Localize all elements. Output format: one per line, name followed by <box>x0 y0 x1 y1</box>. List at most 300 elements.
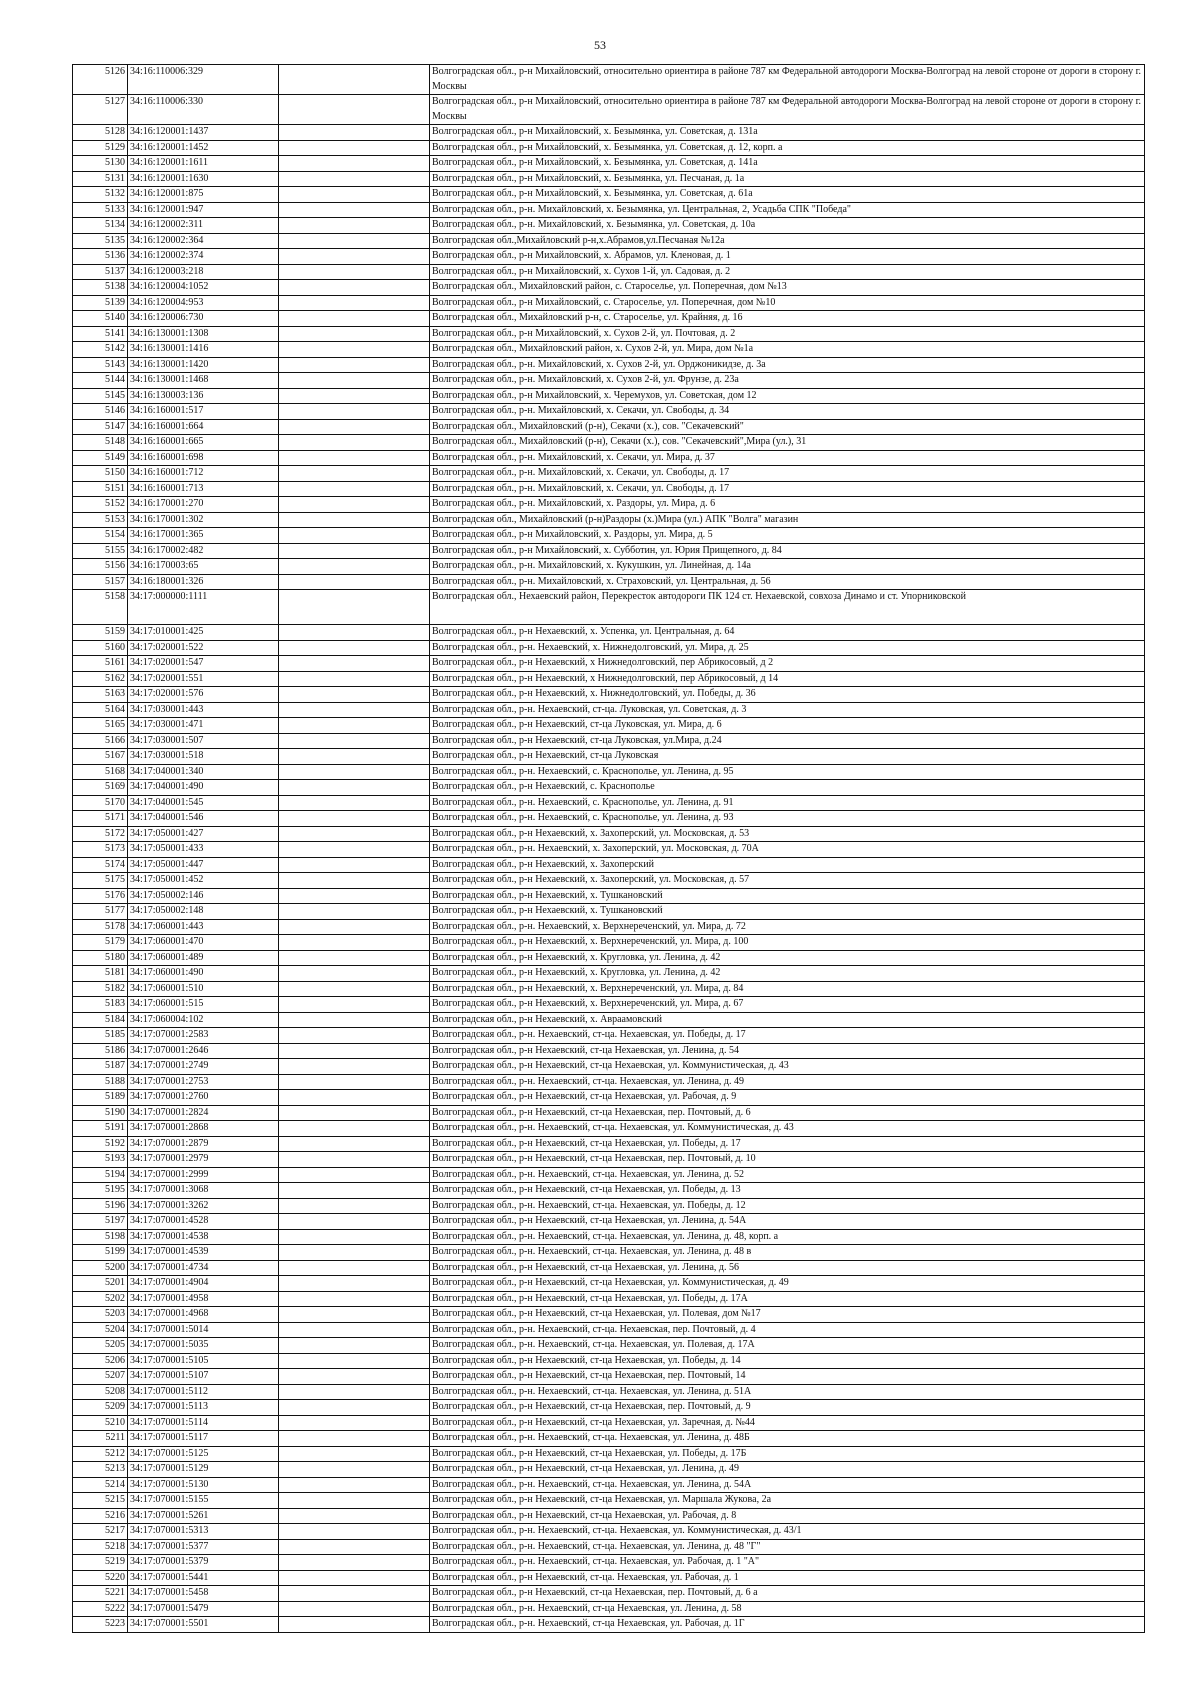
address: Волгоградская обл., Михайловский (р-н), Секачи (х.), сов. "Секачевский" <box>430 419 1145 435</box>
row-number: 5143 <box>73 357 128 373</box>
empty-cell <box>279 1431 430 1447</box>
table-row <box>73 919 1145 935</box>
row-number: 5152 <box>73 497 128 513</box>
table-row <box>73 1524 1145 1540</box>
empty-cell <box>279 1043 430 1059</box>
row-number: 5213 <box>73 1462 128 1478</box>
empty-cell <box>279 311 430 327</box>
row-number: 5190 <box>73 1105 128 1121</box>
row-number: 5128 <box>73 125 128 141</box>
empty-cell <box>279 1415 430 1431</box>
cadastral-number: 34:17:070001:5377 <box>128 1539 279 1555</box>
address: Волгоградская обл., р-н. Нехаевский, ст-ца. Нехаевская, ул. Ленина, д. 51А <box>430 1384 1145 1400</box>
empty-cell <box>279 1384 430 1400</box>
table-row <box>73 295 1145 311</box>
row-number: 5160 <box>73 640 128 656</box>
empty-cell <box>279 1276 430 1292</box>
empty-cell <box>279 1462 430 1478</box>
empty-cell <box>279 466 430 482</box>
row-number: 5179 <box>73 935 128 951</box>
row-number: 5178 <box>73 919 128 935</box>
row-number: 5171 <box>73 811 128 827</box>
cadastral-number: 34:17:050001:452 <box>128 873 279 889</box>
empty-cell <box>279 404 430 420</box>
empty-cell <box>279 656 430 672</box>
empty-cell <box>279 1245 430 1261</box>
table-row <box>73 1090 1145 1106</box>
cadastral-number: 34:16:160001:665 <box>128 435 279 451</box>
address: Волгоградская обл., Нехаевский район, Перекресток автодороги ПК 124 ст. Нехаевской, совхоза Динамо и ст. Упорниковской <box>430 590 1145 625</box>
empty-cell <box>279 873 430 889</box>
address: Волгоградская обл., р-н. Нехаевский, ст-ца. Нехаевская, ул. Ленина, д. 48Б <box>430 1431 1145 1447</box>
address: Волгоградская обл., р-н Михайловский, относительно ориентира в районе 787 км Федеральной автодороги Москва-Волгоград на левой стороне от дороги в сторону г. Москвы <box>430 95 1145 125</box>
table-row <box>73 842 1145 858</box>
cadastral-number: 34:17:020001:551 <box>128 671 279 687</box>
row-number: 5149 <box>73 450 128 466</box>
cadastral-number: 34:17:050001:427 <box>128 826 279 842</box>
empty-cell <box>279 625 430 641</box>
empty-cell <box>279 1586 430 1602</box>
row-number: 5194 <box>73 1167 128 1183</box>
row-number: 5196 <box>73 1198 128 1214</box>
table-row <box>73 749 1145 765</box>
cadastral-number: 34:17:000000:1111 <box>128 590 279 625</box>
address: Волгоградская обл., р-н Нехаевский, х. Успенка, ул. Центральная, д. 64 <box>430 625 1145 641</box>
empty-cell <box>279 388 430 404</box>
table-row <box>73 559 1145 575</box>
address: Волгоградская обл., р-н. Нехаевский, ст-ца. Нехаевская, ул. Ленина, д. 52 <box>430 1167 1145 1183</box>
cadastral-number: 34:16:120001:1611 <box>128 156 279 172</box>
cadastral-number: 34:17:070001:2753 <box>128 1074 279 1090</box>
row-number: 5199 <box>73 1245 128 1261</box>
row-number: 5221 <box>73 1586 128 1602</box>
cadastral-number: 34:17:020001:522 <box>128 640 279 656</box>
empty-cell <box>279 1524 430 1540</box>
address: Волгоградская обл., р-н. Нехаевский, ст-ца. Нехаевская, ул. Ленина, д. 49 <box>430 1074 1145 1090</box>
empty-cell <box>279 202 430 218</box>
table-row <box>73 687 1145 703</box>
row-number: 5193 <box>73 1152 128 1168</box>
page-number: 53 <box>594 38 606 52</box>
table-row <box>73 904 1145 920</box>
table-row <box>73 95 1145 125</box>
address: Волгоградская обл., р-н Нехаевский, ст-ца Нехаевская, ул. Победы, д. 17Б <box>430 1446 1145 1462</box>
cadastral-number: 34:16:120002:311 <box>128 218 279 234</box>
cadastral-number: 34:17:030001:507 <box>128 733 279 749</box>
table-row <box>73 1493 1145 1509</box>
empty-cell <box>279 749 430 765</box>
cadastral-number: 34:17:020001:576 <box>128 687 279 703</box>
table-row <box>73 1508 1145 1524</box>
row-number: 5217 <box>73 1524 128 1540</box>
cadastral-number: 34:17:070001:2749 <box>128 1059 279 1075</box>
address: Волгоградская обл., р-н Михайловский, х. Абрамов, ул. Кленовая, д. 1 <box>430 249 1145 265</box>
row-number: 5155 <box>73 543 128 559</box>
address: Волгоградская обл., р-н Михайловский, х. Сухов 1-й, ул. Садовая, д. 2 <box>430 264 1145 280</box>
table-row <box>73 764 1145 780</box>
row-number: 5177 <box>73 904 128 920</box>
table-row <box>73 1074 1145 1090</box>
cadastral-number: 34:17:070001:5113 <box>128 1400 279 1416</box>
table-row <box>73 1384 1145 1400</box>
empty-cell <box>279 1570 430 1586</box>
empty-cell <box>279 156 430 172</box>
address: Волгоградская обл., р-н Нехаевский, ст-ца. Нехаевская, ул. Рабочая, д. 1 <box>430 1570 1145 1586</box>
empty-cell <box>279 1369 430 1385</box>
empty-cell <box>279 295 430 311</box>
row-number: 5140 <box>73 311 128 327</box>
empty-cell <box>279 702 430 718</box>
empty-cell <box>279 543 430 559</box>
address: Волгоградская обл., р-н. Михайловский, х. Сухов 2-й, ул. Орджоникидзе, д. 3а <box>430 357 1145 373</box>
row-number: 5185 <box>73 1028 128 1044</box>
table-row <box>73 1028 1145 1044</box>
cadastral-number: 34:17:070001:5114 <box>128 1415 279 1431</box>
empty-cell <box>279 1059 430 1075</box>
empty-cell <box>279 1012 430 1028</box>
address: Волгоградская обл., р-н Михайловский, относительно ориентира в районе 787 км Федеральной автодороги Москва-Волгоград на левой стороне от дороги в сторону г. Москвы <box>430 65 1145 95</box>
row-number: 5191 <box>73 1121 128 1137</box>
address: Волгоградская обл., р-н. Нехаевский, с. Краснополье, ул. Ленина, д. 91 <box>430 795 1145 811</box>
cadastral-number: 34:17:070001:3068 <box>128 1183 279 1199</box>
empty-cell <box>279 1121 430 1137</box>
cadastral-number: 34:17:040001:546 <box>128 811 279 827</box>
cadastral-number: 34:17:070001:2879 <box>128 1136 279 1152</box>
row-number: 5176 <box>73 888 128 904</box>
row-number: 5129 <box>73 140 128 156</box>
cadastral-number: 34:17:050001:433 <box>128 842 279 858</box>
row-number: 5205 <box>73 1338 128 1354</box>
table-row <box>73 640 1145 656</box>
address: Волгоградская обл., Михайловский р-н, с. Староселье, ул. Крайняя, д. 16 <box>430 311 1145 327</box>
empty-cell <box>279 187 430 203</box>
cadastral-number: 34:16:120001:1630 <box>128 171 279 187</box>
cadastral-number: 34:16:170003:65 <box>128 559 279 575</box>
empty-cell <box>279 1353 430 1369</box>
empty-cell <box>279 95 430 125</box>
cadastral-number: 34:16:120003:218 <box>128 264 279 280</box>
empty-cell <box>279 1307 430 1323</box>
address: Волгоградская обл., р-н. Нехаевский, х. Верхнереченский, ул. Мира, д. 72 <box>430 919 1145 935</box>
empty-cell <box>279 1322 430 1338</box>
empty-cell <box>279 671 430 687</box>
cadastral-number: 34:17:070001:2760 <box>128 1090 279 1106</box>
table-row <box>73 1353 1145 1369</box>
cadastral-number: 34:16:170001:302 <box>128 512 279 528</box>
empty-cell <box>279 65 430 95</box>
table-row <box>73 1462 1145 1478</box>
cadastral-number: 34:17:070001:5501 <box>128 1617 279 1633</box>
row-number: 5182 <box>73 981 128 997</box>
cadastral-number: 34:17:070001:5313 <box>128 1524 279 1540</box>
address: Волгоградская обл., р-н Михайловский, х. Субботин, ул. Юрия Прищепного, д. 84 <box>430 543 1145 559</box>
empty-cell <box>279 1477 430 1493</box>
row-number: 5183 <box>73 997 128 1013</box>
address: Волгоградская обл., р-н Михайловский, х. Раздоры, ул. Мира, д. 5 <box>430 528 1145 544</box>
cadastral-number: 34:17:030001:471 <box>128 718 279 734</box>
table-row <box>73 1322 1145 1338</box>
table-row <box>73 233 1145 249</box>
cadastral-number: 34:16:120001:1452 <box>128 140 279 156</box>
table-row <box>73 826 1145 842</box>
empty-cell <box>279 140 430 156</box>
row-number: 5141 <box>73 326 128 342</box>
empty-cell <box>279 125 430 141</box>
address: Волгоградская обл., р-н Нехаевский, ст-ца Нехаевская, пер. Почтовый, 14 <box>430 1369 1145 1385</box>
cadastral-number: 34:17:070001:5479 <box>128 1601 279 1617</box>
address: Волгоградская обл., р-н Нехаевский, ст-ца Луковская, ул. Мира, д. 6 <box>430 718 1145 734</box>
address: Волгоградская обл., р-н Нехаевский, ст-ца Луковская, ул.Мира, д.24 <box>430 733 1145 749</box>
table-row <box>73 450 1145 466</box>
table-row <box>73 702 1145 718</box>
cadastral-number: 34:16:120001:947 <box>128 202 279 218</box>
row-number: 5214 <box>73 1477 128 1493</box>
table-row <box>73 574 1145 590</box>
address: Волгоградская обл., р-н Михайловский, х. Безымянка, ул. Советская, д. 131а <box>430 125 1145 141</box>
table-row <box>73 1012 1145 1028</box>
empty-cell <box>279 249 430 265</box>
row-number: 5216 <box>73 1508 128 1524</box>
row-number: 5174 <box>73 857 128 873</box>
row-number: 5207 <box>73 1369 128 1385</box>
address: Волгоградская обл., р-н Нехаевский, х. Захоперский, ул. Московская, д. 53 <box>430 826 1145 842</box>
row-number: 5212 <box>73 1446 128 1462</box>
empty-cell <box>279 1167 430 1183</box>
table-row <box>73 1105 1145 1121</box>
address: Волгоградская обл., р-н Нехаевский, х. Тушкановский <box>430 888 1145 904</box>
cadastral-number: 34:17:070001:4734 <box>128 1260 279 1276</box>
cadastral-number: 34:16:160001:517 <box>128 404 279 420</box>
table-row <box>73 187 1145 203</box>
row-number: 5215 <box>73 1493 128 1509</box>
empty-cell <box>279 1601 430 1617</box>
row-number: 5158 <box>73 590 128 625</box>
row-number: 5137 <box>73 264 128 280</box>
empty-cell <box>279 935 430 951</box>
cadastral-number: 34:17:070001:5112 <box>128 1384 279 1400</box>
cadastral-number: 34:16:170001:365 <box>128 528 279 544</box>
address: Волгоградская обл., р-н. Нехаевский, ст-ца. Нехаевская, ул. Ленина, д. 48, корп. а <box>430 1229 1145 1245</box>
row-number: 5181 <box>73 966 128 982</box>
cadastral-number: 34:17:070001:4958 <box>128 1291 279 1307</box>
table-row <box>73 280 1145 296</box>
table-row <box>73 512 1145 528</box>
cadastral-number: 34:17:070001:2824 <box>128 1105 279 1121</box>
row-number: 5192 <box>73 1136 128 1152</box>
table-row <box>73 202 1145 218</box>
table-row <box>73 1167 1145 1183</box>
table-row <box>73 342 1145 358</box>
address: Волгоградская обл., р-н. Нехаевский, ст-ца. Нехаевская, ул. Победы, д. 12 <box>430 1198 1145 1214</box>
address: Волгоградская обл., р-н Михайловский, х. Безымянка, ул. Советская, д. 12, корп. а <box>430 140 1145 156</box>
cadastral-number: 34:16:130001:1468 <box>128 373 279 389</box>
table-row <box>73 140 1145 156</box>
cadastral-number: 34:17:010001:425 <box>128 625 279 641</box>
table-row <box>73 1477 1145 1493</box>
address: Волгоградская обл., р-н Михайловский, х. Сухов 2-й, ул. Почтовая, д. 2 <box>430 326 1145 342</box>
empty-cell <box>279 1198 430 1214</box>
address: Волгоградская обл., р-н Михайловский, х. Безымянка, ул. Советская, д. 61а <box>430 187 1145 203</box>
empty-cell <box>279 981 430 997</box>
cadastral-number: 34:17:070001:5107 <box>128 1369 279 1385</box>
table-row <box>73 966 1145 982</box>
address: Волгоградская обл.,Михайловский р-н,х.Абрамов,ул.Песчаная №12а <box>430 233 1145 249</box>
cadastral-number: 34:16:130003:136 <box>128 388 279 404</box>
row-number: 5133 <box>73 202 128 218</box>
address: Волгоградская обл., р-н Нехаевский, х. Захоперский <box>430 857 1145 873</box>
cadastral-number: 34:17:070001:2583 <box>128 1028 279 1044</box>
table-row <box>73 528 1145 544</box>
table-row <box>73 249 1145 265</box>
table-row <box>73 733 1145 749</box>
row-number: 5145 <box>73 388 128 404</box>
empty-cell <box>279 795 430 811</box>
table-row <box>73 404 1145 420</box>
table-row <box>73 1260 1145 1276</box>
address: Волгоградская обл., р-н Нехаевский, ст-ца Нехаевская, ул. Ленина, д. 54А <box>430 1214 1145 1230</box>
row-number: 5127 <box>73 95 128 125</box>
cadastral-number: 34:17:070001:3262 <box>128 1198 279 1214</box>
address: Волгоградская обл., р-н Нехаевский, ст-ца Нехаевская, ул. Рабочая, д. 9 <box>430 1090 1145 1106</box>
address: Волгоградская обл., р-н Нехаевский, х. Нижнедолговский, ул. Победы, д. 36 <box>430 687 1145 703</box>
table-row <box>73 497 1145 513</box>
table-row <box>73 1400 1145 1416</box>
row-number: 5173 <box>73 842 128 858</box>
table-row <box>73 65 1145 95</box>
cadastral-number: 34:17:070001:4968 <box>128 1307 279 1323</box>
cadastral-number: 34:16:130001:1416 <box>128 342 279 358</box>
cadastral-number: 34:17:070001:5117 <box>128 1431 279 1447</box>
cadastral-number: 34:17:070001:4538 <box>128 1229 279 1245</box>
empty-cell <box>279 888 430 904</box>
empty-cell <box>279 590 430 625</box>
row-number: 5203 <box>73 1307 128 1323</box>
row-number: 5153 <box>73 512 128 528</box>
table-row <box>73 981 1145 997</box>
row-number: 5167 <box>73 749 128 765</box>
row-number: 5131 <box>73 171 128 187</box>
table-row <box>73 466 1145 482</box>
address: Волгоградская обл., р-н Нехаевский, ст-ца Нехаевская, ул. Ленина, д. 56 <box>430 1260 1145 1276</box>
address: Волгоградская обл., р-н. Михайловский, х. Секачи, ул. Свободы, д. 17 <box>430 466 1145 482</box>
table-row <box>73 1291 1145 1307</box>
table-row <box>73 1136 1145 1152</box>
address: Волгоградская обл., р-н Нехаевский, х. Верхнереченский, ул. Мира, д. 84 <box>430 981 1145 997</box>
table-row <box>73 1307 1145 1323</box>
cadastral-number: 34:17:060004:102 <box>128 1012 279 1028</box>
row-number: 5156 <box>73 559 128 575</box>
table-row <box>73 997 1145 1013</box>
empty-cell <box>279 357 430 373</box>
address: Волгоградская обл., р-н. Михайловский, х. Секачи, ул. Свободы, д. 34 <box>430 404 1145 420</box>
empty-cell <box>279 326 430 342</box>
row-number: 5175 <box>73 873 128 889</box>
table-row <box>73 1415 1145 1431</box>
empty-cell <box>279 1074 430 1090</box>
cadastral-number: 34:17:070001:5035 <box>128 1338 279 1354</box>
row-number: 5189 <box>73 1090 128 1106</box>
row-number: 5209 <box>73 1400 128 1416</box>
address: Волгоградская обл., р-н. Нехаевский, с. Краснополье, ул. Ленина, д. 95 <box>430 764 1145 780</box>
address: Волгоградская обл., р-н Нехаевский, х Нижнедолговский, пер Абрикосовый, д 2 <box>430 656 1145 672</box>
empty-cell <box>279 435 430 451</box>
address: Волгоградская обл., р-н Нехаевский, ст-ца Нехаевская, ул. Рабочая, д. 8 <box>430 1508 1145 1524</box>
row-number: 5148 <box>73 435 128 451</box>
row-number: 5202 <box>73 1291 128 1307</box>
table-row <box>73 171 1145 187</box>
cadastral-number: 34:16:110006:330 <box>128 95 279 125</box>
table-row <box>73 373 1145 389</box>
empty-cell <box>279 842 430 858</box>
address: Волгоградская обл., р-н. Нехаевский, с. Краснополье, ул. Ленина, д. 93 <box>430 811 1145 827</box>
address: Волгоградская обл., р-н Нехаевский, ст-ца Нехаевская, ул. Победы, д. 13 <box>430 1183 1145 1199</box>
row-number: 5147 <box>73 419 128 435</box>
table-row <box>73 388 1145 404</box>
table-row <box>73 218 1145 234</box>
cadastral-number: 34:17:050001:447 <box>128 857 279 873</box>
address: Волгоградская обл., р-н. Михайловский, х. Сухов 2-й, ул. Фрунзе, д. 23а <box>430 373 1145 389</box>
address: Волгоградская обл., р-н. Михайловский, х. Секачи, ул. Мира, д. 37 <box>430 450 1145 466</box>
cadastral-number: 34:17:040001:490 <box>128 780 279 796</box>
empty-cell <box>279 826 430 842</box>
table-row <box>73 1617 1145 1633</box>
empty-cell <box>279 1260 430 1276</box>
empty-cell <box>279 497 430 513</box>
row-number: 5146 <box>73 404 128 420</box>
cadastral-number: 34:16:120001:875 <box>128 187 279 203</box>
row-number: 5132 <box>73 187 128 203</box>
table-row <box>73 625 1145 641</box>
empty-cell <box>279 481 430 497</box>
table-row <box>73 873 1145 889</box>
row-number: 5220 <box>73 1570 128 1586</box>
table-row <box>73 125 1145 141</box>
table-row <box>73 1276 1145 1292</box>
table-row <box>73 1601 1145 1617</box>
cadastral-number: 34:17:070001:2999 <box>128 1167 279 1183</box>
address: Волгоградская обл., р-н. Нехаевский, х. Нижнедолговский, ул. Мира, д. 25 <box>430 640 1145 656</box>
address: Волгоградская обл., р-н Нехаевский, ст-ца Нехаевская, ул. Победы, д. 17 <box>430 1136 1145 1152</box>
cadastral-number: 34:17:070001:5261 <box>128 1508 279 1524</box>
empty-cell <box>279 1291 430 1307</box>
table-row <box>73 1183 1145 1199</box>
empty-cell <box>279 857 430 873</box>
address: Волгоградская обл., р-н. Нехаевский, ст-ца. Луковская, ул. Советская, д. 3 <box>430 702 1145 718</box>
row-number: 5166 <box>73 733 128 749</box>
empty-cell <box>279 1338 430 1354</box>
address: Волгоградская обл., р-н Нехаевский, х. Захоперский, ул. Московская, д. 57 <box>430 873 1145 889</box>
row-number: 5144 <box>73 373 128 389</box>
table-row <box>73 1555 1145 1571</box>
table-row <box>73 1043 1145 1059</box>
empty-cell <box>279 780 430 796</box>
cadastral-number: 34:17:070001:5125 <box>128 1446 279 1462</box>
address: Волгоградская обл., р-н Нехаевский, ст-ца Нехаевская, ул. Коммунистическая, д. 49 <box>430 1276 1145 1292</box>
row-number: 5161 <box>73 656 128 672</box>
row-number: 5135 <box>73 233 128 249</box>
address: Волгоградская обл., Михайловский район, х. Сухов 2-й, ул. Мира, дом №1а <box>430 342 1145 358</box>
empty-cell <box>279 640 430 656</box>
empty-cell <box>279 733 430 749</box>
empty-cell <box>279 904 430 920</box>
row-number: 5170 <box>73 795 128 811</box>
row-number: 5210 <box>73 1415 128 1431</box>
row-number: 5186 <box>73 1043 128 1059</box>
cadastral-number: 34:17:060001:470 <box>128 935 279 951</box>
row-number: 5159 <box>73 625 128 641</box>
row-number: 5222 <box>73 1601 128 1617</box>
address: Волгоградская обл., р-н Нехаевский, ст-ца Нехаевская, пер. Почтовый, д. 6 <box>430 1105 1145 1121</box>
